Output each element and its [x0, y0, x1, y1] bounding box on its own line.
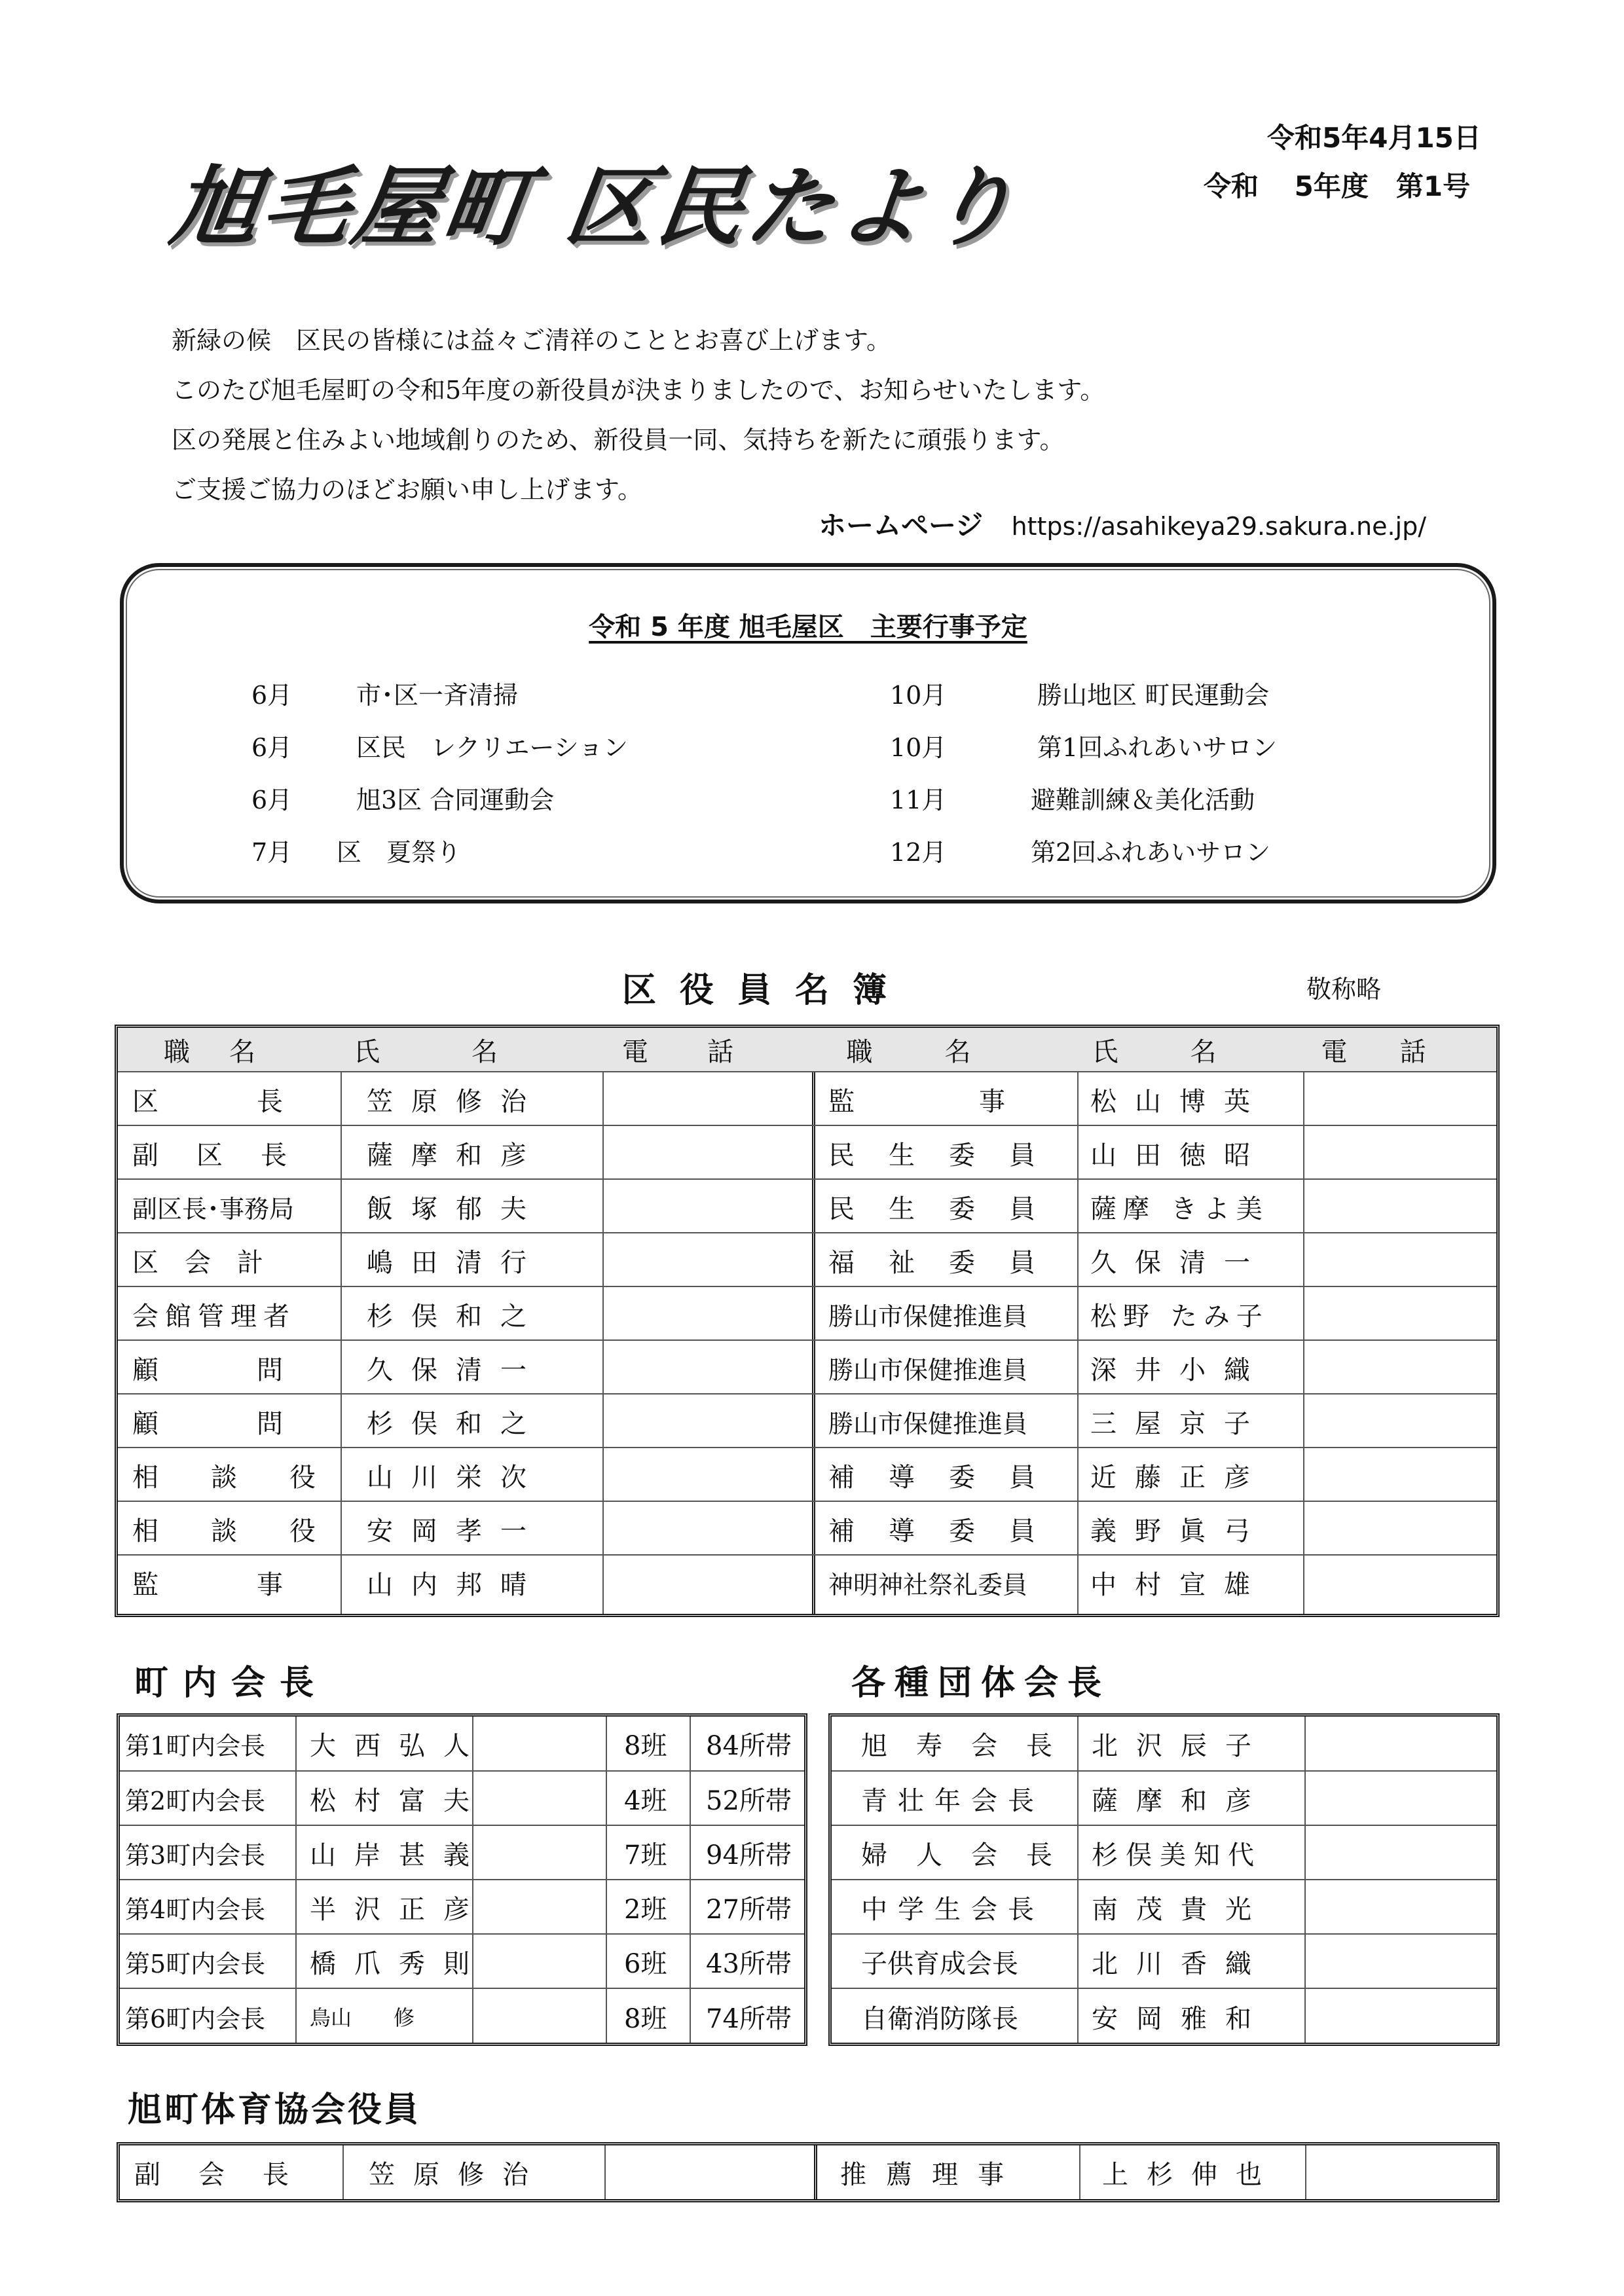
table-row — [120, 2145, 1496, 2199]
newsletter-title-town: 旭毛屋町 — [165, 157, 542, 258]
officer-role: 民生委員 — [828, 1140, 1069, 1171]
greeting-line: 新緑の候 区民の皆様には益々ご清祥のこととお喜び上げます。 — [172, 326, 891, 355]
chonai-name: 橋爪秀則 — [310, 1949, 488, 1979]
events-schedule-box — [120, 563, 1496, 903]
officer-role: 監事 — [132, 1569, 381, 1600]
table-row — [118, 1286, 1496, 1341]
sports-heading: 旭町体育協会役員 — [128, 2090, 422, 2130]
officer-name: 薩摩 きよ美 — [1090, 1194, 1269, 1224]
officer-name: 松野 たみ子 — [1090, 1301, 1269, 1332]
chonai-households: 27所帯 — [706, 1895, 792, 1925]
sports-table — [117, 2142, 1500, 2202]
officer-role: 勝山市保健推進員 — [828, 1355, 1028, 1385]
officer-name: 中村宣雄 — [1090, 1569, 1268, 1600]
chonai-households: 94所帯 — [706, 1840, 792, 1870]
chonai-han: 8班 — [624, 2003, 667, 2034]
officer-name: 近藤正彦 — [1090, 1462, 1268, 1493]
officer-name: 松山博英 — [1090, 1086, 1268, 1117]
officer-name: 安岡孝一 — [367, 1516, 545, 1546]
table-row — [120, 1933, 804, 1989]
chonai-table — [117, 1713, 807, 2046]
officer-role: 相談役 — [132, 1462, 368, 1493]
officer-name: 杉俣和之 — [367, 1408, 545, 1439]
table-row — [832, 1988, 1496, 2044]
officer-name: 薩摩和彦 — [367, 1140, 545, 1171]
chonai-name: 松村富夫 — [310, 1786, 488, 1816]
chonai-households: 84所帯 — [706, 1730, 792, 1761]
chonai-role: 第6町内会長 — [125, 2004, 266, 2033]
group-leader: 南茂貴光 — [1092, 1895, 1270, 1925]
event-month: 10月 — [890, 733, 947, 762]
officers-table — [115, 1025, 1500, 1617]
group-role: 子供育成会長 — [861, 1949, 1018, 1979]
header-phone: 電話 — [1321, 1036, 1479, 1067]
sports-name: 上杉伸也 — [1102, 2159, 1280, 2190]
homepage-link-row — [819, 504, 1426, 543]
group-leader: 北沢辰子 — [1092, 1730, 1270, 1761]
chonai-han: 4班 — [624, 1786, 667, 1816]
officer-role: 福祉委員 — [828, 1247, 1069, 1278]
group-leader: 薩摩和彦 — [1092, 1786, 1270, 1816]
courtesy-note: 敬称略 — [1306, 975, 1382, 1004]
chonai-role: 第5町内会長 — [125, 1950, 266, 1978]
chonai-name: 山岸甚義 — [310, 1840, 488, 1870]
officer-name: 嶋田清行 — [367, 1247, 545, 1278]
officer-name: 笠原修治 — [367, 1086, 545, 1117]
event-name: 避難訓練＆美化活動 — [1031, 786, 1255, 814]
officer-role: 勝山市保健推進員 — [828, 1409, 1028, 1438]
officer-name: 久保清一 — [367, 1355, 545, 1385]
issue-date: 令和5年4月15日 — [1267, 122, 1481, 154]
table-row — [118, 1125, 1496, 1180]
officer-role: 神明神社祭礼委員 — [828, 1570, 1028, 1599]
event-month: 7月 — [251, 838, 293, 867]
chonai-name: 鳥山 修 — [310, 2005, 415, 2030]
event-month: 6月 — [251, 681, 293, 710]
event-name: 区 夏祭り — [337, 838, 462, 867]
table-row — [118, 1339, 1496, 1394]
group-leader: 杉俣美知代 — [1092, 1840, 1262, 1870]
table-row — [832, 1933, 1496, 1989]
homepage-label: ホームページ — [819, 509, 984, 541]
officer-role: 民生委員 — [828, 1194, 1069, 1224]
greeting-line: 区の発展と住みよい地域創りのため、新役員一同、気持ちを新たに頑張ります。 — [172, 426, 1065, 454]
officer-role: 顧問 — [132, 1408, 381, 1439]
chonai-role: 第3町内会長 — [125, 1841, 266, 1870]
table-row — [120, 1770, 804, 1826]
officer-role: 区会計 — [132, 1247, 289, 1278]
officer-role: 補導委員 — [828, 1516, 1069, 1546]
event-name: 第2回ふれあいサロン — [1031, 838, 1271, 867]
officer-name: 久保清一 — [1090, 1247, 1268, 1278]
officer-name: 三屋京子 — [1090, 1408, 1268, 1439]
newsletter-title-main: 区民たより — [559, 157, 1026, 258]
officer-role: 副区長 — [132, 1140, 325, 1171]
chonai-households: 52所帯 — [706, 1786, 792, 1816]
officer-name: 山川栄次 — [367, 1462, 545, 1493]
table-row — [118, 1447, 1496, 1502]
greeting-line: ご支援ご協力のほどお願い申し上げます。 — [172, 475, 642, 504]
officer-name: 山田徳昭 — [1090, 1140, 1268, 1171]
table-row — [120, 1879, 804, 1935]
table-row — [832, 1717, 1496, 1770]
table-row — [832, 1825, 1496, 1880]
chonai-han: 8班 — [624, 1730, 667, 1761]
chonai-han: 7班 — [624, 1840, 667, 1870]
table-row — [120, 1717, 804, 1770]
officers-header-row — [118, 1028, 1496, 1071]
group-role: 青壮年会長 — [861, 1786, 1044, 1816]
event-month: 10月 — [890, 681, 947, 710]
officer-name: 深井小織 — [1090, 1355, 1268, 1385]
chonai-role: 第4町内会長 — [125, 1895, 266, 1924]
events-title: 令和 5 年度 旭毛屋区 主要行事予定 — [589, 612, 1027, 642]
sports-role: 推薦理事 — [840, 2159, 1024, 2190]
officer-role: 監事 — [828, 1086, 1130, 1117]
issue-number: 令和 5年度 第1号 — [1204, 170, 1471, 202]
table-row — [832, 1770, 1496, 1826]
table-row — [118, 1501, 1496, 1556]
event-name: 区民 レクリエーション — [356, 733, 628, 762]
chonai-name: 大西弘人 — [310, 1730, 488, 1761]
greeting-text — [172, 316, 1105, 515]
newsletter-title — [165, 137, 1029, 262]
table-row — [120, 1988, 804, 2044]
officer-role: 補導委員 — [828, 1462, 1069, 1493]
groups-table — [828, 1713, 1500, 2046]
chonai-households: 74所帯 — [706, 2003, 792, 2034]
chonai-role: 第1町内会長 — [125, 1731, 266, 1760]
group-role: 自衛消防隊長 — [861, 2003, 1018, 2034]
table-row — [118, 1071, 1496, 1126]
sports-name: 笠原修治 — [369, 2159, 547, 2190]
chonai-name: 半沢正彦 — [310, 1895, 488, 1925]
officer-role: 顧問 — [132, 1355, 381, 1385]
groups-heading: 各種団体会長 — [851, 1664, 1111, 1703]
officer-name: 飯塚郁夫 — [367, 1194, 545, 1224]
officers-heading: 区役員名簿 — [622, 971, 911, 1010]
event-name: 市･区一斉清掃 — [356, 681, 519, 710]
greeting-line: このたび旭毛屋町の令和5年度の新役員が決まりましたので、お知らせいたします。 — [172, 376, 1105, 405]
group-leader: 北川香織 — [1092, 1949, 1270, 1979]
officer-role: 区長 — [132, 1086, 381, 1117]
group-role: 中学生会長 — [861, 1895, 1044, 1925]
officer-role: 相談役 — [132, 1516, 368, 1546]
homepage-url[interactable]: https://asahikeya29.sakura.ne.jp/ — [1011, 512, 1427, 541]
chonai-heading: 町内会長 — [134, 1664, 329, 1703]
event-month: 11月 — [890, 786, 947, 814]
header-name: 氏名 — [1092, 1036, 1289, 1067]
officer-name: 山内邦晴 — [367, 1569, 545, 1600]
group-role: 婦人会長 — [861, 1840, 1081, 1870]
chonai-role: 第2町内会長 — [125, 1787, 266, 1815]
chonai-households: 43所帯 — [706, 1949, 792, 1979]
header-role: 職名 — [846, 1036, 1043, 1067]
table-row — [118, 1232, 1496, 1287]
group-leader: 安岡雅和 — [1092, 2003, 1270, 2034]
event-month: 12月 — [890, 838, 947, 867]
event-name: 旭3区 合同運動会 — [356, 786, 555, 814]
group-role: 旭寿会長 — [861, 1730, 1081, 1761]
header-role: 職名 — [164, 1036, 295, 1067]
table-row — [118, 1554, 1496, 1609]
chonai-han: 2班 — [624, 1895, 667, 1925]
sports-role: 副会長 — [134, 2159, 327, 2190]
table-row — [120, 1825, 804, 1880]
event-month: 6月 — [251, 733, 293, 762]
table-row — [118, 1393, 1496, 1448]
chonai-han: 6班 — [624, 1949, 667, 1979]
officer-name: 杉俣和之 — [367, 1301, 545, 1332]
event-name: 勝山地区 町民運動会 — [1037, 681, 1270, 710]
officer-name: 義野眞弓 — [1090, 1516, 1268, 1546]
event-name: 第1回ふれあいサロン — [1037, 733, 1278, 762]
officer-role: 副区長･事務局 — [132, 1194, 295, 1224]
header-phone: 電話 — [622, 1036, 792, 1067]
table-row — [832, 1879, 1496, 1935]
officer-role: 会館管理者 — [132, 1301, 296, 1332]
event-month: 6月 — [251, 786, 293, 814]
table-row — [118, 1178, 1496, 1233]
header-name: 氏名 — [354, 1036, 589, 1067]
officer-role: 勝山市保健推進員 — [828, 1302, 1028, 1331]
